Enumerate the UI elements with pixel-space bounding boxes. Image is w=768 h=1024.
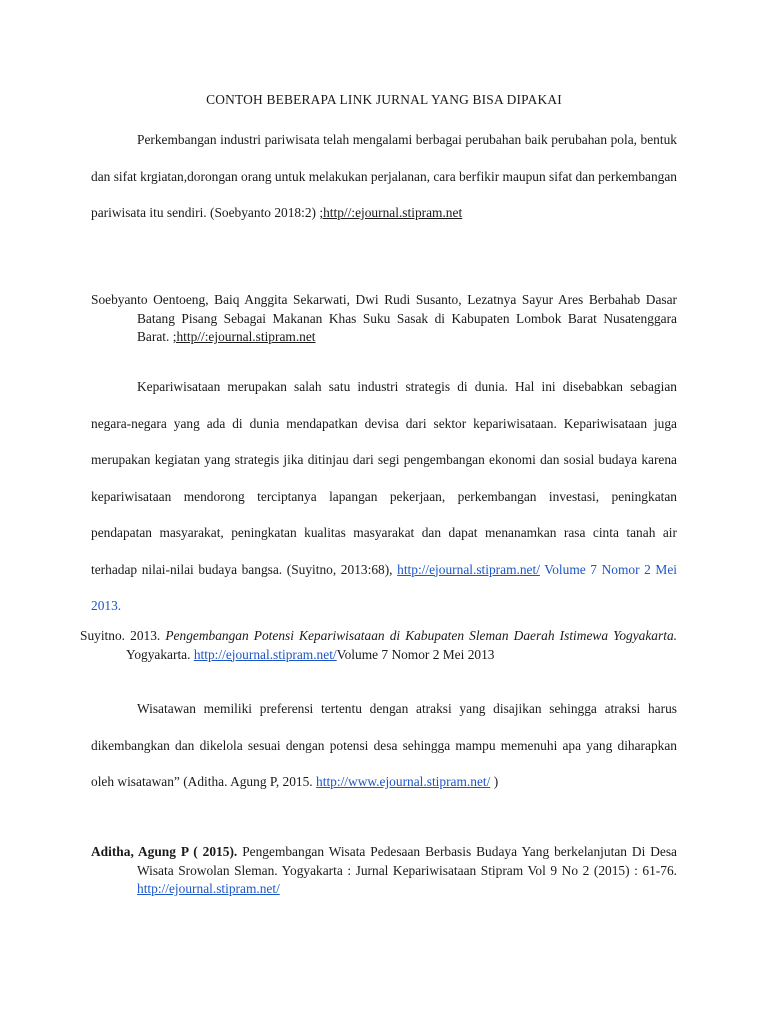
reference-3 [91, 843, 677, 899]
reference-2-link[interactable]: http://ejournal.stipram.net/ [193, 646, 337, 662]
paragraph-3-link[interactable]: http://www.ejournal.stipram.net/ [316, 774, 491, 789]
reference-2-suffix: Volume 7 Nomor 2 Mei 2013 [336, 646, 495, 662]
reference-2-author: Suyitno. 2013. [80, 628, 161, 643]
paragraph-3 [91, 691, 677, 801]
page-title: CONTOH BEBERAPA LINK JURNAL YANG BISA DIPAKAI [206, 92, 562, 107]
paragraph-3-suffix: ) [493, 774, 499, 789]
paragraph-1-text: Perkembangan industri pariwisata telah mengalami berbagai perubahan baik perubahan pola, bentuk dan sifat krgiatan,dorongan orang untuk melakukan perjalanan, cara berfikir maupun sifat dan perkembangan pariwisata itu sendiri. (Soebyanto 2018:2) [91, 132, 677, 220]
paragraph-1-link[interactable]: ;http//:ejournal.stipram.net [319, 205, 463, 220]
paragraph-3-text: Wisatawan memiliki preferensi tertentu dengan atraksi yang disajikan sehingga atraksi harus dikembangkan dan dikelola sesuai dengan potensi desa sehingga mampu memenuhi apa yang diharapkan oleh wisatawan” (Aditha. Agung P, 2015. [91, 701, 677, 789]
reference-2 [80, 627, 677, 664]
reference-3-author: Aditha, Agung P ( 2015). [91, 844, 238, 859]
paragraph-2-text: Kepariwisataan merupakan salah satu industri strategis di dunia. Hal ini disebabkan sebagian negara-negara yang ada di dunia mendapatkan devisa dari sektor kepariwisataan. Kepariwisataan juga merupakan kegiatan yang strategis jika ditinjau dari segi pengembangan ekonomi dan sosial budaya karena kepariwisataan mendorong terciptanya lapangan pekerjaan, perkembangan investasi, peningkatan pendapatan masyarakat, peningkatan kualitas masyarakat dan dapat menanamkan rasa cinta tanah air terhadap nilai-nilai budaya bangsa. (Suyitno, 2013:68), [91, 379, 677, 577]
reference-3-link[interactable]: http://ejournal.stipram.net/ [137, 881, 280, 896]
paragraph-2-suffix: Volume 7 Nomor 2 Mei 2013. [91, 561, 677, 613]
reference-3-text: Pengembangan Wisata Pedesaan Berbasis Budaya Yang berkelanjutan Di Desa Wisata Srowolan Sleman. Yogyakarta : Jurnal Kepariwisataan Stipram Vol 9 No 2 (2015) : 61-76. [137, 844, 677, 878]
paragraph-2-link[interactable]: http://ejournal.stipram.net/ [397, 561, 540, 577]
reference-1-text: Soebyanto Oentoeng, Baiq Anggita Sekarwati, Dwi Rudi Susanto, Lezatnya Sayur Ares Berbahab Dasar Batang Pisang Sebagai Makanan Khas Suku Sasak di Kabupaten Lombok Barat Nusatenggara Barat. [91, 292, 677, 344]
reference-1 [91, 291, 677, 347]
paragraph-1 [91, 122, 677, 232]
paragraph-2 [91, 369, 677, 625]
reference-2-place: Yogyakarta. [126, 646, 191, 662]
reference-1-link[interactable]: ;http//:ejournal.stipram.net [172, 329, 316, 344]
reference-2-title: Pengembangan Potensi Kepariwisataan di Kabupaten Sleman Daerah Istimewa Yogyakarta. [165, 628, 677, 643]
